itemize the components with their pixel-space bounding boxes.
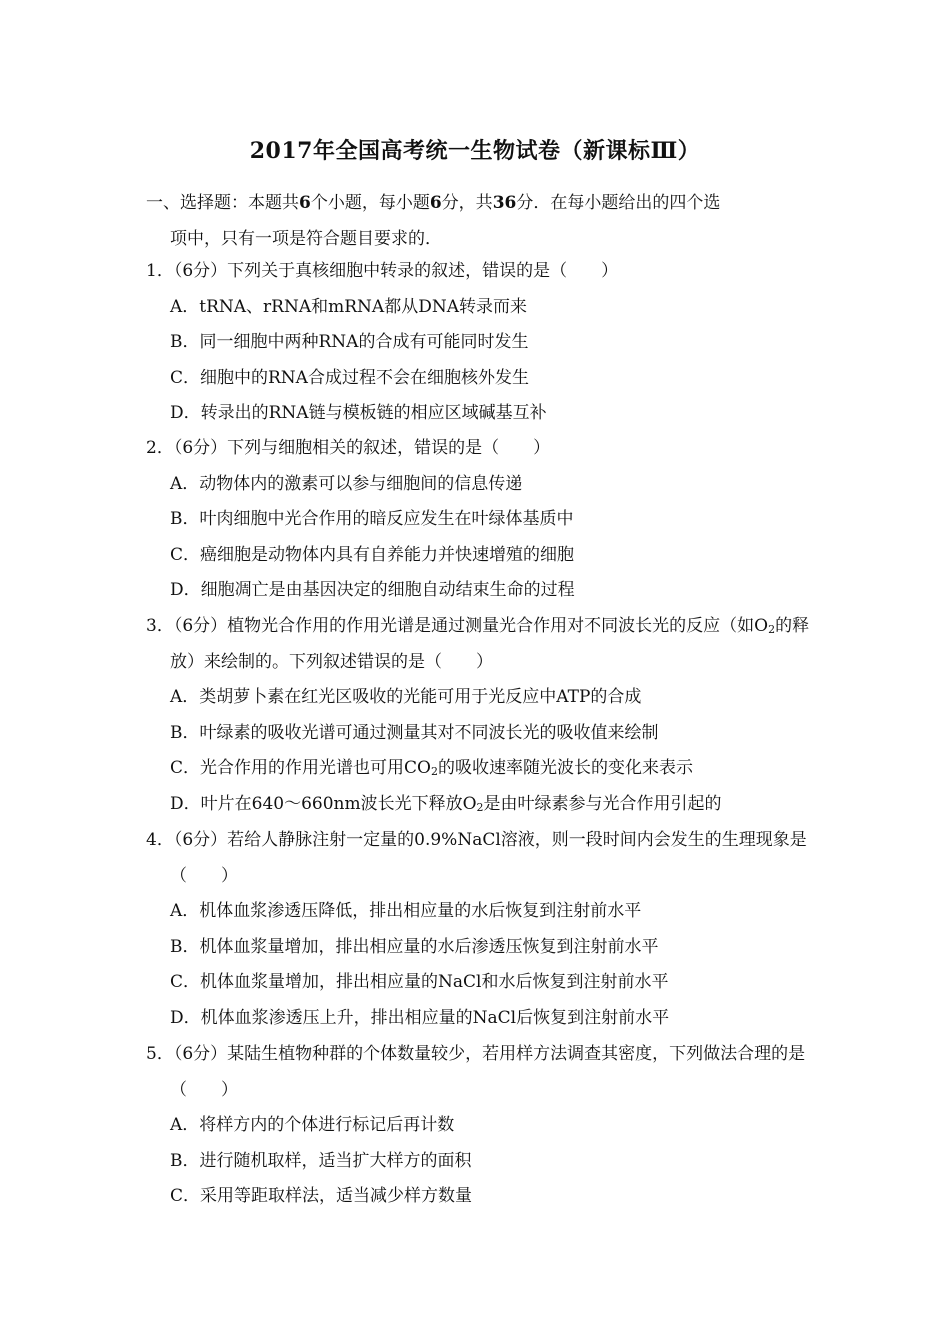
- option-b[interactable]: B．进行随机取样，适当扩大样方的面积: [170, 1150, 472, 1171]
- question-5: [146, 1037, 811, 1215]
- option-d[interactable]: D．机体血浆渗透压上升，排出相应量的NaCl后恢复到注射前水平: [170, 1007, 670, 1028]
- option-d[interactable]: D．叶片在640～660nm波长光下释放$O_2$是由叶绿素参与光合作用引起的: [170, 793, 722, 814]
- option-a[interactable]: A．动物体内的激素可以参与细胞间的信息传递: [170, 473, 523, 494]
- option-a[interactable]: A．机体血浆渗透压降低，排出相应量的水后恢复到注射前水平: [170, 901, 642, 921]
- question-stem: 2．（6分）下列与细胞相关的叙述，错误的是（ ）: [146, 438, 551, 458]
- option-c[interactable]: C．癌细胞是动物体内具有自养能力并快速增殖的细胞: [170, 544, 575, 565]
- option-d[interactable]: D．细胞凋亡是由基因决定的细胞自动结束生命的过程: [170, 580, 575, 600]
- option-a[interactable]: A．tRNA、rRNA和mRNA都从DNA转录而来: [170, 296, 527, 317]
- option-d[interactable]: D．转录出的RNA链与模板链的相应区域碱基互补: [170, 403, 547, 423]
- option-a[interactable]: A．将样方内的个体进行标记后再计数: [170, 1115, 455, 1135]
- option-b[interactable]: B．叶肉细胞中光合作用的暗反应发生在叶绿体基质中: [170, 509, 574, 529]
- question-stem: 5．（6分）某陆生植物种群的个体数量较少，若用样方法调查其密度，下列做法合理的是（ ）: [146, 1044, 806, 1100]
- question-count: 6: [299, 193, 311, 213]
- question-stem: 3．（6分）植物光合作用的作用光谱是通过测量光合作用对不同波长光的反应（如$O_2$的释放）来绘制的。下列叙述错误的是（ ）: [146, 616, 810, 672]
- section-instructions: [146, 186, 811, 257]
- question-stem: 4．（6分）若给人静脉注射一定量的0.9%NaCl溶液，则一段时间内会发生的生理现象是（ ）: [146, 830, 807, 886]
- section-instructions-line2: 项中，只有一项是符合题目要求的．: [170, 228, 442, 249]
- points-each: 6: [429, 193, 442, 213]
- option-c[interactable]: C．采用等距取样法，适当减少样方数量: [170, 1186, 473, 1206]
- section-instructions-line1: 一、选择题：本题共6个小题，每小题6分，共36分．在每小题给出的四个选: [146, 193, 721, 213]
- option-a[interactable]: A．类胡萝卜素在红光区吸收的光能可用于光反应中ATP的合成: [170, 687, 642, 707]
- question-stem: 1．（6分）下列关于真核细胞中转录的叙述，错误的是（ ）: [146, 261, 619, 281]
- option-b[interactable]: B．叶绿素的吸收光谱可通过测量其对不同波长光的吸收值来绘制: [170, 722, 659, 743]
- question-4: [146, 823, 811, 1036]
- question-2: [146, 431, 811, 609]
- option-b[interactable]: B．同一细胞中两种RNA的合成有可能同时发生: [170, 332, 529, 352]
- option-c[interactable]: C．机体血浆量增加，排出相应量的NaCl和水后恢复到注射前水平: [170, 972, 669, 992]
- page-title: 2017年全国高考统一生物试卷（新课标Ⅲ）: [249, 138, 701, 164]
- question-3: [146, 609, 811, 822]
- question-1: [146, 254, 811, 432]
- total-points: 36: [492, 193, 517, 213]
- option-c[interactable]: C．细胞中的RNA合成过程不会在细胞核外发生: [170, 367, 529, 388]
- option-c[interactable]: C．光合作用的作用光谱也可用$CO_2$的吸收速率随光波长的变化来表示: [170, 758, 693, 778]
- option-b[interactable]: B．机体血浆量增加，排出相应量的水后渗透压恢复到注射前水平: [170, 936, 659, 957]
